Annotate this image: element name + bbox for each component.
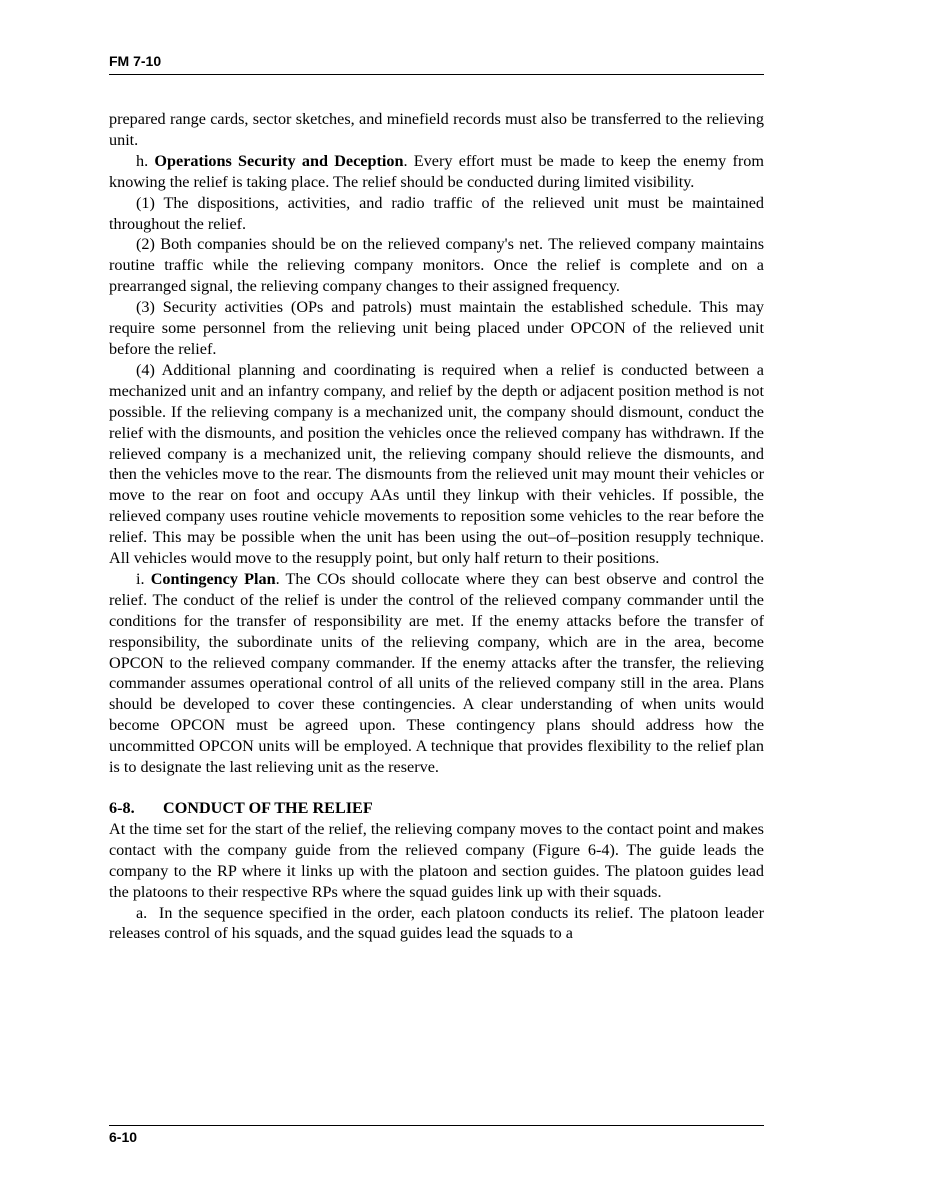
paragraph-h-2: (2) Both companies should be on the relieved company's net. The relieved company maintains routine traffic while the relieving company monitors. Once the relief is complete and on a prearranged signal, the relieving company changes to their assigned frequency. (109, 235, 764, 296)
section-number: 6-8. (109, 799, 135, 817)
paragraph-i (109, 569, 764, 778)
section-title: CONDUCT OF THE RELIEF (163, 799, 373, 817)
page-number: 6-10 (109, 1129, 138, 1145)
paragraph-i-label: i. (136, 569, 145, 588)
header-rule (109, 74, 764, 75)
paragraph-i-title: Contingency Plan (150, 569, 276, 588)
section-heading (109, 798, 764, 819)
paragraph-h-1: (1) The dispositions, activities, and radio traffic of the relieved unit must be maintained throughout the relief. (109, 193, 764, 233)
paragraph-h-4: (4) Additional planning and coordinating is required when a relief is conducted between a mechanized unit and an infantry company, and relief by the depth or adjacent position method is not possible. If the relieving company is a mechanized unit, the company should dismount, conduct the relief with the dismounts, and position the vehicles once the relieved company has withdrawn. If the relieved company is a mechanized unit, the relieving company should relieve the dismounts, and then the vehicles move to the rear. The dismounts from the relieved unit may mount their vehicles or move to the rear on foot and occupy AAs until they linkup with their vehicles. If possible, the relieved company uses routine vehicle movements to reposition some vehicles to the rear before the relief. This may be possible when the unit has been using the out–of–position resupply technique. All vehicles would move to the resupply point, but only half return to their positions. (109, 360, 764, 568)
paragraph-a: a. In the sequence specified in the order, each platoon conducts its relief. The platoon leader releases control of his squads, and the squad guides lead the squads to a (109, 903, 769, 943)
paragraph-h-3: (3) Security activities (OPs and patrols) must maintain the established schedule. This may require some personnel from the relieving unit being placed under OPCON of the relieved unit before the relief. (109, 298, 764, 358)
paragraph-continuation: prepared range cards, sector sketches, and minefield records must also be transferred to the relieving unit. (109, 110, 764, 149)
paragraph-i-text: . The COs should collocate where they can best observe and control the relief. The conduct of the relief is under the control of the relieved company commander until the conditions for the transfer of responsibility are met. If the enemy attacks before the transfer of responsibility, the subordinate units of the relieving company, which are in the area, become OPCON to the relieved company commander. If the enemy attacks after the transfer, the relieving commander assumes operational control of all units of the relieved company still in the area. Plans should be developed to cover these contingencies. A clear understanding of when units would become OPCON must be agreed upon. These contingency plans should address how the uncommitted OPCON units will be employed. A technique that provides flexibility to the relief plan is to designate the last relieving unit as the reserve. (109, 569, 764, 777)
section-intro-paragraph: At the time set for the start of the relief, the relieving company moves to the contact point and makes contact with the company guide from the relieved company (Figure 6-4). The guide leads the company to the RP where it links up with the platoon and section guides. The platoon guides lead the platoons to their respective RPs where the squad guides link up with their squads. (109, 819, 764, 901)
paragraph-h-text: . Every effort must be made to keep the enemy from knowing the relief is taking place. The relief should be conducted during limited visibility. (109, 151, 764, 191)
document-page (109, 0, 769, 1198)
running-header: FM 7-10 (109, 53, 162, 69)
body-text (109, 109, 769, 944)
paragraph-h-title: Operations Security and Deception (154, 151, 404, 170)
footer-rule (109, 1125, 764, 1126)
paragraph-h-label: h. (136, 151, 149, 170)
paragraph-h (109, 151, 764, 193)
